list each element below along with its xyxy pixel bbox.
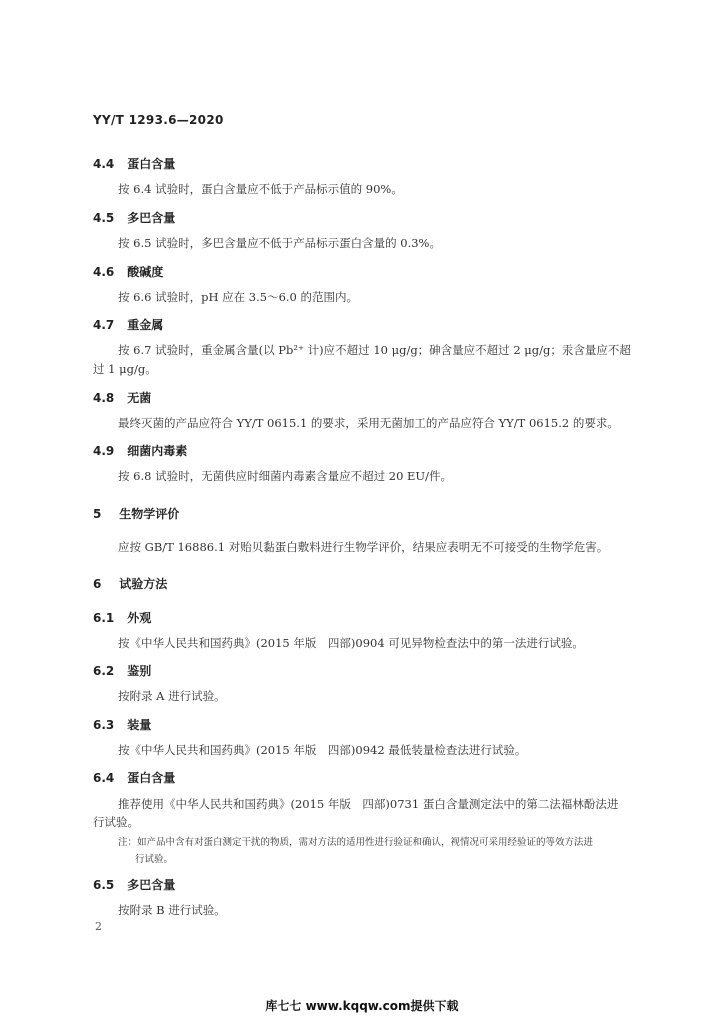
section-heading-6-3 xyxy=(93,716,151,733)
section-number: 4.5 xyxy=(93,211,115,225)
section-text-6-4-line2: 行试验。 xyxy=(93,815,139,829)
page-number: 2 xyxy=(95,920,102,933)
section-number: 4.6 xyxy=(93,265,115,279)
section-number: 4.8 xyxy=(93,391,115,405)
section-title: 酸碱度 xyxy=(127,265,164,279)
section-heading-6-4 xyxy=(93,769,175,786)
section-heading-6 xyxy=(93,575,167,592)
section-number: 6 xyxy=(93,577,102,591)
section-text-4-7-line1: 按 6.7 试验时，重金属含量(以 Pb²⁺ 计)应不超过 10 μg/g；砷含量应不超过 2 μg/g；汞含量应不超 xyxy=(118,343,631,357)
note-6-4-line2: 行试验。 xyxy=(135,854,174,865)
section-number: 4.9 xyxy=(93,444,115,458)
download-footer: 库七七 www.kqqw.com提供下载 xyxy=(265,999,459,1013)
section-text-4-6: 按 6.6 试验时，pH 应在 3.5～6.0 的范围内。 xyxy=(118,290,359,304)
section-text-6-5: 按附录 B 进行试验。 xyxy=(118,903,226,917)
section-heading-4-5 xyxy=(93,209,175,226)
section-heading-4-6 xyxy=(93,263,163,280)
section-title: 重金属 xyxy=(127,318,164,332)
section-heading-6-5 xyxy=(93,876,175,893)
section-heading-4-9 xyxy=(93,442,187,459)
note-6-4-line1: 注：如产品中含有对蛋白测定干扰的物质，需对方法的适用性进行验证和确认，视情况可采用经验证的等效方法进 xyxy=(118,837,594,848)
section-title: 装量 xyxy=(127,718,152,732)
section-number: 6.2 xyxy=(93,664,115,678)
section-text-6-2: 按附录 A 进行试验。 xyxy=(118,689,226,703)
section-number: 4.7 xyxy=(93,318,115,332)
section-text-6-4-line1: 推荐使用《中华人民共和国药典》(2015 年版 四部)0731 蛋白含量测定法中的第二法福林酚法进 xyxy=(118,797,619,811)
section-heading-6-1 xyxy=(93,609,151,626)
section-text-6-1: 按《中华人民共和国药典》(2015 年版 四部)0904 可见异物检查法中的第一法进行试验。 xyxy=(118,636,584,650)
section-title: 生物学评价 xyxy=(119,507,180,521)
section-text-4-4: 按 6.4 试验时，蛋白含量应不低于产品标示值的 90%。 xyxy=(118,182,403,196)
section-text-4-8: 最终灭菌的产品应符合 YY/T 0615.1 的要求，采用无菌加工的产品应符合 YY/T 0615.2 的要求。 xyxy=(118,416,619,430)
section-text-6-3: 按《中华人民共和国药典》(2015 年版 四部)0942 最低装量检查法进行试验。 xyxy=(118,743,527,757)
section-title: 无菌 xyxy=(127,391,152,405)
section-heading-4-8 xyxy=(93,389,151,406)
section-text-4-5: 按 6.5 试验时，多巴含量应不低于产品标示蛋白含量的 0.3%。 xyxy=(118,236,441,250)
section-number: 6.4 xyxy=(93,771,115,785)
section-heading-4-4 xyxy=(93,155,175,172)
section-number: 6.5 xyxy=(93,878,115,892)
section-number: 6.3 xyxy=(93,718,115,732)
section-title: 鉴别 xyxy=(127,664,152,678)
section-title: 蛋白含量 xyxy=(127,771,176,785)
section-number: 4.4 xyxy=(93,157,115,171)
section-number: 6.1 xyxy=(93,611,115,625)
section-title: 外观 xyxy=(127,611,152,625)
section-title: 多巴含量 xyxy=(127,211,176,225)
section-heading-4-7 xyxy=(93,316,163,333)
section-heading-5 xyxy=(93,505,179,522)
section-text-4-7-line2: 过 1 μg/g。 xyxy=(93,362,157,376)
section-title: 多巴含量 xyxy=(127,878,176,892)
standard-id: YY/T 1293.6—2020 xyxy=(93,113,224,127)
section-title: 细菌内毒素 xyxy=(127,444,188,458)
section-number: 5 xyxy=(93,507,102,521)
section-title: 蛋白含量 xyxy=(127,157,176,171)
section-text-5: 应按 GB/T 16886.1 对贻贝黏蛋白敷料进行生物学评价，结果应表明无不可接受的生物学危害。 xyxy=(118,540,609,554)
section-title: 试验方法 xyxy=(119,577,168,591)
section-heading-6-2 xyxy=(93,662,151,679)
section-text-4-9: 按 6.8 试验时，无菌供应时细菌内毒素含量应不超过 20 EU/件。 xyxy=(118,469,453,483)
